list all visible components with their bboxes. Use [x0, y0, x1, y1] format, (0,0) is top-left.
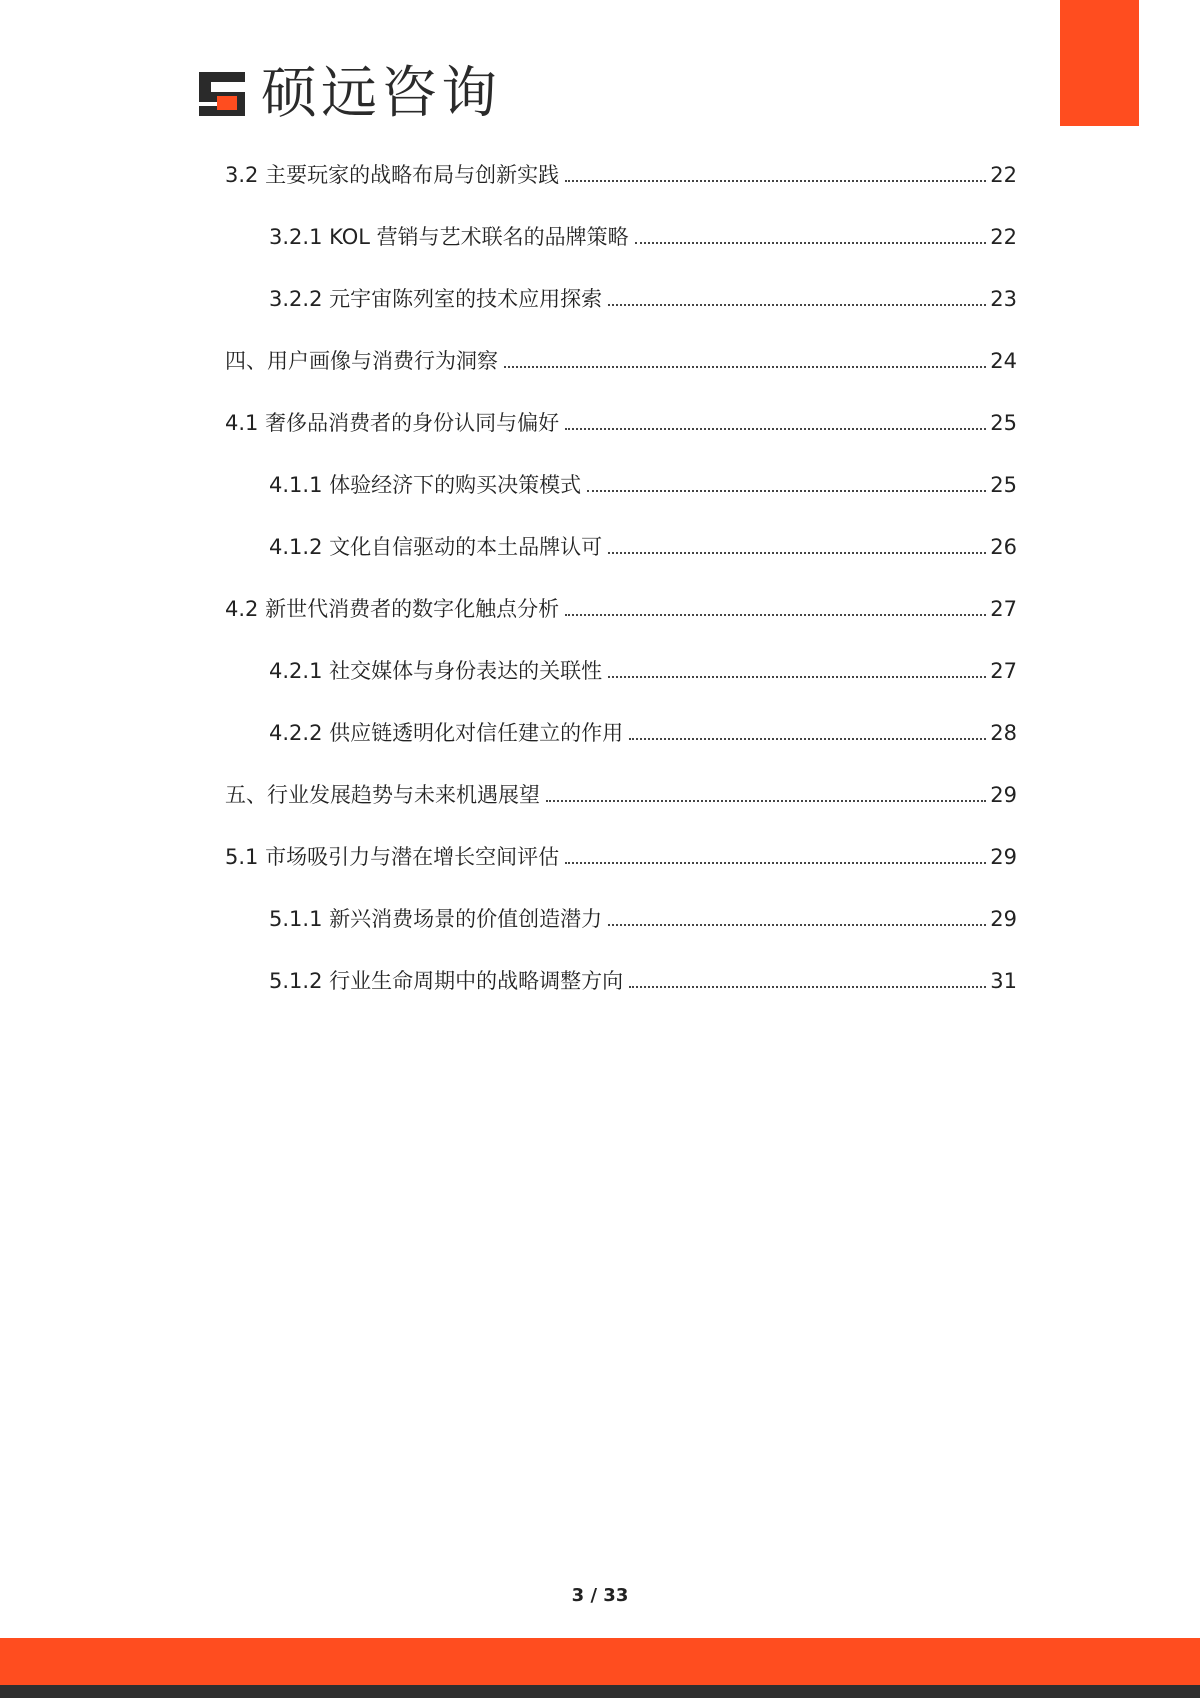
toc-entry-title: 4.2.2 供应链透明化对信任建立的作用 — [269, 721, 624, 745]
toc-leader-dots — [629, 986, 986, 988]
toc-leader-dots — [546, 800, 986, 802]
toc-entry-page: 22 — [990, 163, 1017, 187]
toc-entry-page: 26 — [990, 535, 1017, 559]
toc-entry[interactable] — [269, 718, 1017, 748]
toc-entry-page: 25 — [990, 411, 1017, 435]
toc-entry[interactable] — [269, 222, 1017, 252]
toc-leader-dots — [608, 304, 986, 306]
toc-leader-dots — [635, 242, 987, 244]
toc-entry-title: 3.2.1 KOL 营销与艺术联名的品牌策略 — [269, 225, 629, 249]
toc-entry-page: 27 — [990, 659, 1017, 683]
toc-leader-dots — [608, 552, 986, 554]
page-number: 3 / 33 — [571, 1585, 629, 1606]
toc-entry-title: 四、用户画像与消费行为洞察 — [225, 349, 498, 373]
corner-accent-tab — [1060, 0, 1139, 126]
toc-entry-title: 4.1 奢侈品消费者的身份认同与偏好 — [225, 411, 560, 435]
toc-entry-page: 22 — [990, 225, 1017, 249]
toc-entry-page: 27 — [990, 597, 1017, 621]
toc-entry-title: 3.2.2 元宇宙陈列室的技术应用探索 — [269, 287, 603, 311]
toc-leader-dots — [565, 180, 986, 182]
toc-leader-dots — [608, 924, 986, 926]
toc-entry-page: 25 — [990, 473, 1017, 497]
toc-entry[interactable] — [269, 470, 1017, 500]
toc-entry-page: 29 — [990, 783, 1017, 807]
toc-entry[interactable] — [269, 656, 1017, 686]
toc-leader-dots — [629, 738, 986, 740]
toc-leader-dots — [565, 428, 986, 430]
toc-entry[interactable] — [225, 408, 1017, 438]
toc-entry-title: 5.1 市场吸引力与潜在增长空间评估 — [225, 845, 560, 869]
brand-logo — [195, 62, 501, 126]
toc-entry[interactable] — [269, 904, 1017, 934]
brand-name: 硕远咨询 — [261, 61, 501, 126]
toc-leader-dots — [504, 366, 986, 368]
toc-entry[interactable] — [269, 532, 1017, 562]
toc-entry-title: 4.1.1 体验经济下的购买决策模式 — [269, 473, 582, 497]
toc-entry-page: 24 — [990, 349, 1017, 373]
toc-leader-dots — [587, 490, 986, 492]
toc-entry-page: 29 — [990, 907, 1017, 931]
toc-entry-title: 3.2 主要玩家的战略布局与创新实践 — [225, 163, 560, 187]
toc-entry-title: 5.1.2 行业生命周期中的战略调整方向 — [269, 969, 624, 993]
toc-entry-page: 28 — [990, 721, 1017, 745]
toc-entry-title: 五、行业发展趋势与未来机遇展望 — [225, 783, 540, 807]
brand-mark-icon — [195, 66, 251, 122]
toc-entry[interactable] — [225, 780, 1017, 810]
toc-entry-page: 31 — [990, 969, 1017, 993]
footer-accent-bar — [0, 1638, 1200, 1685]
toc-entry[interactable] — [225, 346, 1017, 376]
toc-entry[interactable] — [269, 966, 1017, 996]
toc-entry[interactable] — [225, 842, 1017, 872]
toc-entry[interactable] — [225, 160, 1017, 190]
toc-leader-dots — [565, 862, 986, 864]
toc-entry-page: 29 — [990, 845, 1017, 869]
toc-entry-title: 4.1.2 文化自信驱动的本土品牌认可 — [269, 535, 603, 559]
toc-entry-title: 4.2.1 社交媒体与身份表达的关联性 — [269, 659, 603, 683]
toc-leader-dots — [608, 676, 986, 678]
toc-entry[interactable] — [269, 284, 1017, 314]
footer-dark-strip — [0, 1685, 1200, 1698]
toc-leader-dots — [565, 614, 986, 616]
toc-entry-page: 23 — [990, 287, 1017, 311]
toc-entry[interactable] — [225, 594, 1017, 624]
toc-entry-title: 4.2 新世代消费者的数字化触点分析 — [225, 597, 560, 621]
toc-entry-title: 5.1.1 新兴消费场景的价值创造潜力 — [269, 907, 603, 931]
